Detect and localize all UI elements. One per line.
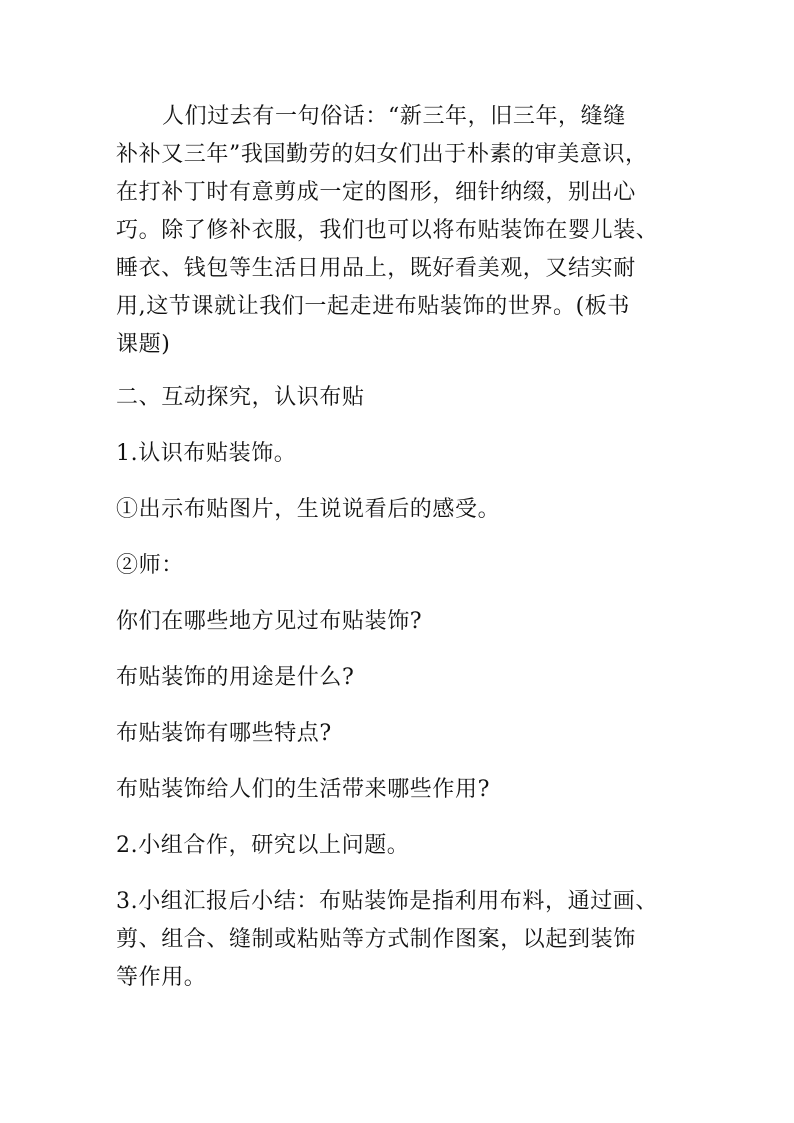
step-3-line: 等作用。 — [116, 965, 207, 990]
question-item: 布贴装饰给人们的生活带来哪些作用? — [116, 777, 490, 802]
question-item: 布贴装饰的用途是什么? — [116, 665, 355, 690]
question-item: 布贴装饰有哪些特点? — [116, 721, 332, 746]
step-3-paragraph — [116, 883, 681, 997]
intro-line: 课题) — [116, 332, 171, 357]
intro-line: 在打补丁时有意剪成一定的图形，细针纳缀，别出心 — [116, 180, 636, 205]
intro-paragraph — [116, 98, 681, 364]
document-body — [116, 98, 681, 997]
section-heading: 二、互动探究，认识布贴 — [116, 385, 365, 410]
intro-line: 巧。除了修补衣服，我们也可以将布贴装饰在婴儿装、 — [116, 218, 659, 243]
question-item: 你们在哪些地方见过布贴装饰? — [116, 609, 423, 634]
intro-line: 人们过去有一句俗话：“新三年，旧三年，缝缝 — [162, 104, 626, 129]
intro-line: 用,这节课就让我们一起走进布贴装饰的世界。(板书 — [116, 294, 630, 319]
step-3-line: 3.小组汇报后小结：布贴装饰是指利用布料，通过画、 — [116, 889, 658, 914]
step-1-item-b: ②师： — [116, 553, 184, 578]
step-2-title: 2.小组合作，研究以上问题。 — [116, 833, 410, 858]
intro-line: 睡衣、钱包等生活日用品上，既好看美观，又结实耐 — [116, 256, 636, 281]
step-1-item-a: ①出示布贴图片，生说说看后的感受。 — [116, 497, 501, 522]
step-1-title: 1.认识布贴装饰。 — [116, 441, 297, 466]
intro-line: 补补又三年”我国勤劳的妇女们出于朴素的审美意识， — [116, 142, 648, 167]
step-3-line: 剪、组合、缝制或粘贴等方式制作图案，以起到装饰 — [116, 927, 636, 952]
